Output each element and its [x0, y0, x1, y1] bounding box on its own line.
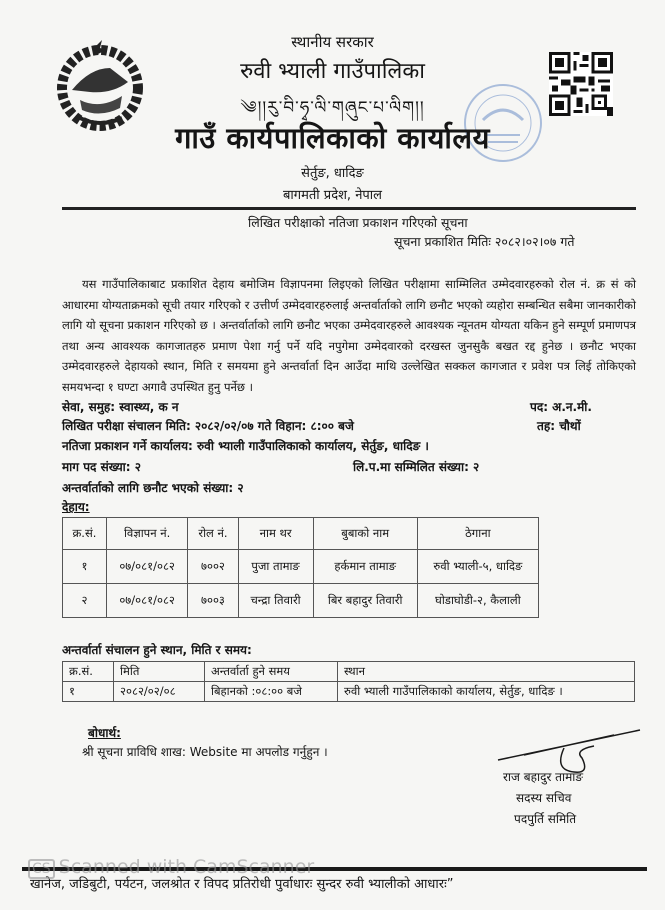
notice-body: यस गाउँपालिकाबाट प्रकाशित देहाय बमोजिम विज्ञापनमा लिइएको लिखित परीक्षामा साम्मिलित उम्मेदवारहरुको रोल नं. क्र सं को आधारमा योग्यताक्रमको सूची तयार गरिएको र उत्तीर्ण उम्मेदवारहरुलाई अन्तर्वार्ताको लागि छनौट भएको व्यहोरा सम्बन्धित सबैमा जानकारीको लागि यो सूचना प्रकाशन गरिएको छ । अन्तर्वार्ताको लागि छनौट भएका उम्मेदवारहरुले आवश्यक न्यूनतम योग्यता यकिन हुने सम्पूर्ण प्रमाणपत्र तथा अन्य आवश्यक कागजातहरु प्रमाण पेशा गर्नु पर्ने यदि नपुगेमा उम्मेदवारको दरखस्त जुनसुकै बखत रद्द हुनेछ । छनौट भएका उम्मेदवारहरुले देहायको स्थान, मिति र समयमा हुने अन्तर्वार्ता दिन आउँदा माथि उल्लेखित सक्कल कागजात र प्रवेश पत्र लिई तोकिएको समयभन्दा १ घण्टा अगावै उपस्थित हुनु पर्नेछ ।	[62, 277, 636, 394]
table-header-row	[63, 518, 539, 550]
detail-post: पद: अ.न.मी.	[530, 400, 592, 414]
candidates-table	[62, 517, 539, 618]
cell-name: चन्द्रा तिवारी	[238, 584, 313, 618]
header-address-line1: सेर्तुङ, धादिङ	[301, 166, 364, 181]
cell-father-name: हर्कमान तामाङ	[313, 550, 417, 584]
cell-address: घोडाघोडी-२, कैलाली	[417, 584, 538, 618]
header-venue: स्थान	[338, 662, 635, 682]
cc-line: श्री सूचना प्राविधि शाख: Website मा अपलोड गर्नुहुन ।	[82, 745, 328, 759]
detail-service-group: सेवा, समुह: स्वास्थ्य, क न	[62, 400, 179, 414]
detail-exam-participants: लि.प.मा सम्मिलित संख्या: २	[353, 460, 480, 474]
interview-table	[62, 661, 635, 702]
table-row	[63, 550, 539, 584]
header-ad-no: विज्ञापन नं.	[106, 518, 188, 550]
camscanner-logo-icon: CS	[28, 859, 55, 879]
signatory-name: राज बहादुर तामाङ	[503, 770, 584, 784]
list-label-text: देहाय:	[62, 500, 90, 514]
detail-list-label	[62, 498, 90, 515]
detail-exam-date: लिखित परीक्षा संचालन मिति: २०८२/०२/०७ गते विहान: ८:०० बजे	[62, 419, 354, 433]
cell-sn: १	[63, 550, 107, 584]
table-row	[63, 682, 635, 702]
cc-label	[88, 724, 121, 741]
header-sn: क्र.सं.	[63, 662, 114, 682]
header-time: अन्तर्वार्ता हुने समय	[205, 662, 338, 682]
cell-venue: रुवी भ्याली गाउँपालिकाको कार्यालय, सेर्तुङ, धादिङ ।	[338, 682, 635, 702]
header-name: नाम थर	[238, 518, 313, 550]
header-roll-no: रोल नं.	[188, 518, 238, 550]
header-tibetan-line: ༄།།རུ་བི་ཧྭ་ལི་གཞུང་པ་ལིག།།	[240, 98, 425, 118]
cell-roll-no: ७००३	[188, 584, 238, 618]
detail-level: तह: चौथों	[537, 419, 581, 433]
watermark-text: Scanned with CamScanner	[58, 856, 315, 878]
detail-demand-posts: माग पद संख्या: २	[62, 460, 142, 474]
header-address: ठेगाना	[417, 518, 538, 550]
footer-slogan: खानेज, जडिबुटी, पर्यटन, जलश्रोत र विपद प्रतिरोधी पुर्वाधारः सुन्दर रुवी भ्यालीको आधारः”	[30, 877, 454, 892]
cell-ad-no: ०७/०८१/०८२	[106, 584, 188, 618]
signatory-committee: पदपुर्ति समिति	[514, 812, 577, 826]
cell-name: पुजा तामाङ	[238, 550, 313, 584]
detail-result-office: नतिजा प्रकाशन गर्ने कार्यालय: रुवी भ्याली गाउँपालिकाको कार्यालय, सेर्तुङ, धादिङ ।	[62, 439, 429, 453]
header-divider	[62, 207, 636, 210]
cell-sn: १	[63, 682, 114, 702]
cell-ad-no: ०७/०८१/०८२	[106, 550, 188, 584]
detail-shortlisted: अन्तर्वार्ताको लागि छनौट भएको संख्या: २	[62, 481, 244, 495]
header-father-name: बुबाको नाम	[313, 518, 417, 550]
cell-sn: २	[63, 584, 107, 618]
header-government: स्थानीय सरकार	[291, 33, 374, 51]
signatory-role: सदस्य सचिव	[516, 791, 572, 805]
cell-date: २०८२/०२/०८	[114, 682, 205, 702]
cell-time: बिहानको :०८:०० बजे	[205, 682, 338, 702]
interview-heading: अन्तर्वार्ता संचालन हुने स्थान, मिति र समय:	[62, 643, 252, 657]
camscanner-watermark	[28, 856, 314, 879]
header-sn: क्र.सं.	[63, 518, 107, 550]
header-municipality: रुवी भ्याली गाउँपालिका	[240, 59, 425, 84]
notice-published-date: सूचना प्रकाशित मितिः २०८२।०२।०७ गते	[394, 234, 575, 249]
header-address-line2: बागमती प्रदेश, नेपाल	[283, 188, 382, 203]
cc-label-text: बोधार्थ:	[88, 726, 121, 740]
cell-roll-no: ७००२	[188, 550, 238, 584]
table-row	[63, 584, 539, 618]
header-date: मिति	[114, 662, 205, 682]
table-header-row	[63, 662, 635, 682]
header-office: गाउँ कार्यपालिकाको कार्यालय	[175, 121, 490, 155]
cell-address: रुवी भ्याली-५, धादिङ	[417, 550, 538, 584]
cell-father-name: बिर बहादुर तिवारी	[313, 584, 417, 618]
notice-title: लिखित परीक्षाको नतिजा प्रकाशन गरिएको सूचना	[248, 215, 468, 230]
